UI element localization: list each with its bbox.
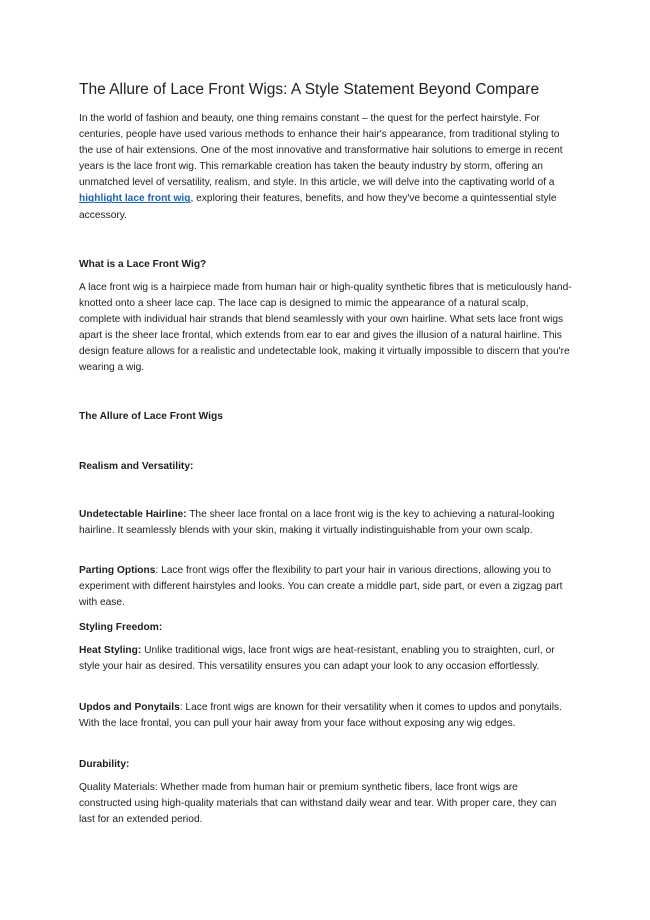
updos-label: Updos and Ponytails	[79, 702, 180, 713]
heading-what-is: What is a Lace Front Wig?	[79, 259, 207, 270]
heading-allure: The Allure of Lace Front Wigs	[79, 411, 223, 422]
heading-realism-text: Realism and Versatility:	[79, 461, 194, 472]
intro-text-before-link: In the world of fashion and beauty, one thing remains constant – the quest for the perfect hairstyle. For centuries, people have used various methods to enhance their hair's appearance, from traditional styling to the use of hair extensions. One of the most innovative and transformative hair solutions to emerge in recent years is the lace front wig. This remarkable creation has taken the beauty industry by storm, offering an unmatched level of versatility, realism, and style. In this article, we will delve into the captivating world of a	[79, 113, 563, 189]
updos-paragraph	[79, 700, 572, 732]
heat-label: Heat Styling:	[79, 645, 142, 656]
updos-text: : Lace front wigs are known for their versatility when it comes to updos and ponytails. With the lace frontal, you can pull your hair away from your face without exposing any wig edges.	[79, 702, 562, 730]
hairline-label: Undetectable Hairline:	[79, 509, 187, 520]
parting-paragraph	[79, 563, 572, 611]
page-title: The Allure of Lace Front Wigs: A Style Statement Beyond Compare	[79, 81, 540, 98]
parting-label: Parting Options	[79, 565, 156, 576]
quality-paragraph: Quality Materials: Whether made from human hair or premium synthetic fibers, lace front wigs are constructed using high-quality materials that can withstand daily wear and tear. With proper care, they can last for an extended period.	[79, 782, 557, 826]
hairline-text: The sheer lace frontal on a lace front wig is the key to achieving a natural-looking hairline. It seamlessly blends with your skin, making it virtually indistinguishable from your own scalp.	[79, 509, 555, 537]
what-is-paragraph: A lace front wig is a hairpiece made from human hair or high-quality synthetic fibres that is meticulously hand-knotted onto a sheer lace cap. The lace cap is designed to mimic the appearance of a natural scalp, complete with individual hair strands that blend seamlessly with your own hairline. What sets lace front wigs apart is the sheer lace frontal, which extends from ear to ear and gives the illusion of a natural hairline. This design feature allows for a realistic and undetectable look, making it virtually impossible to discern that you're wearing a wig.	[79, 282, 572, 374]
heading-styling: Styling Freedom:	[79, 622, 163, 633]
heat-paragraph	[79, 643, 572, 675]
heading-durability: Durability:	[79, 759, 130, 770]
intro-paragraph	[79, 111, 572, 224]
parting-text: : Lace front wigs offer the flexibility to part your hair in various directions, allowing you to experiment with different hairstyles and looks. You can create a middle part, side part, or even a zigzag part with ease.	[79, 565, 563, 609]
highlight-lace-front-wig-link[interactable]: highlight lace front wig	[79, 193, 191, 205]
hairline-paragraph	[79, 507, 572, 539]
heat-text: Unlike traditional wigs, lace front wigs are heat-resistant, enabling you to straighten, curl, or style your hair as desired. This versatility ensures you can adapt your look to any occasion effortlessly.	[79, 645, 555, 673]
intro-text-after-link: , exploring their features, benefits, and how they've become a quintessential style accessory.	[79, 193, 557, 221]
heading-realism	[79, 459, 572, 475]
